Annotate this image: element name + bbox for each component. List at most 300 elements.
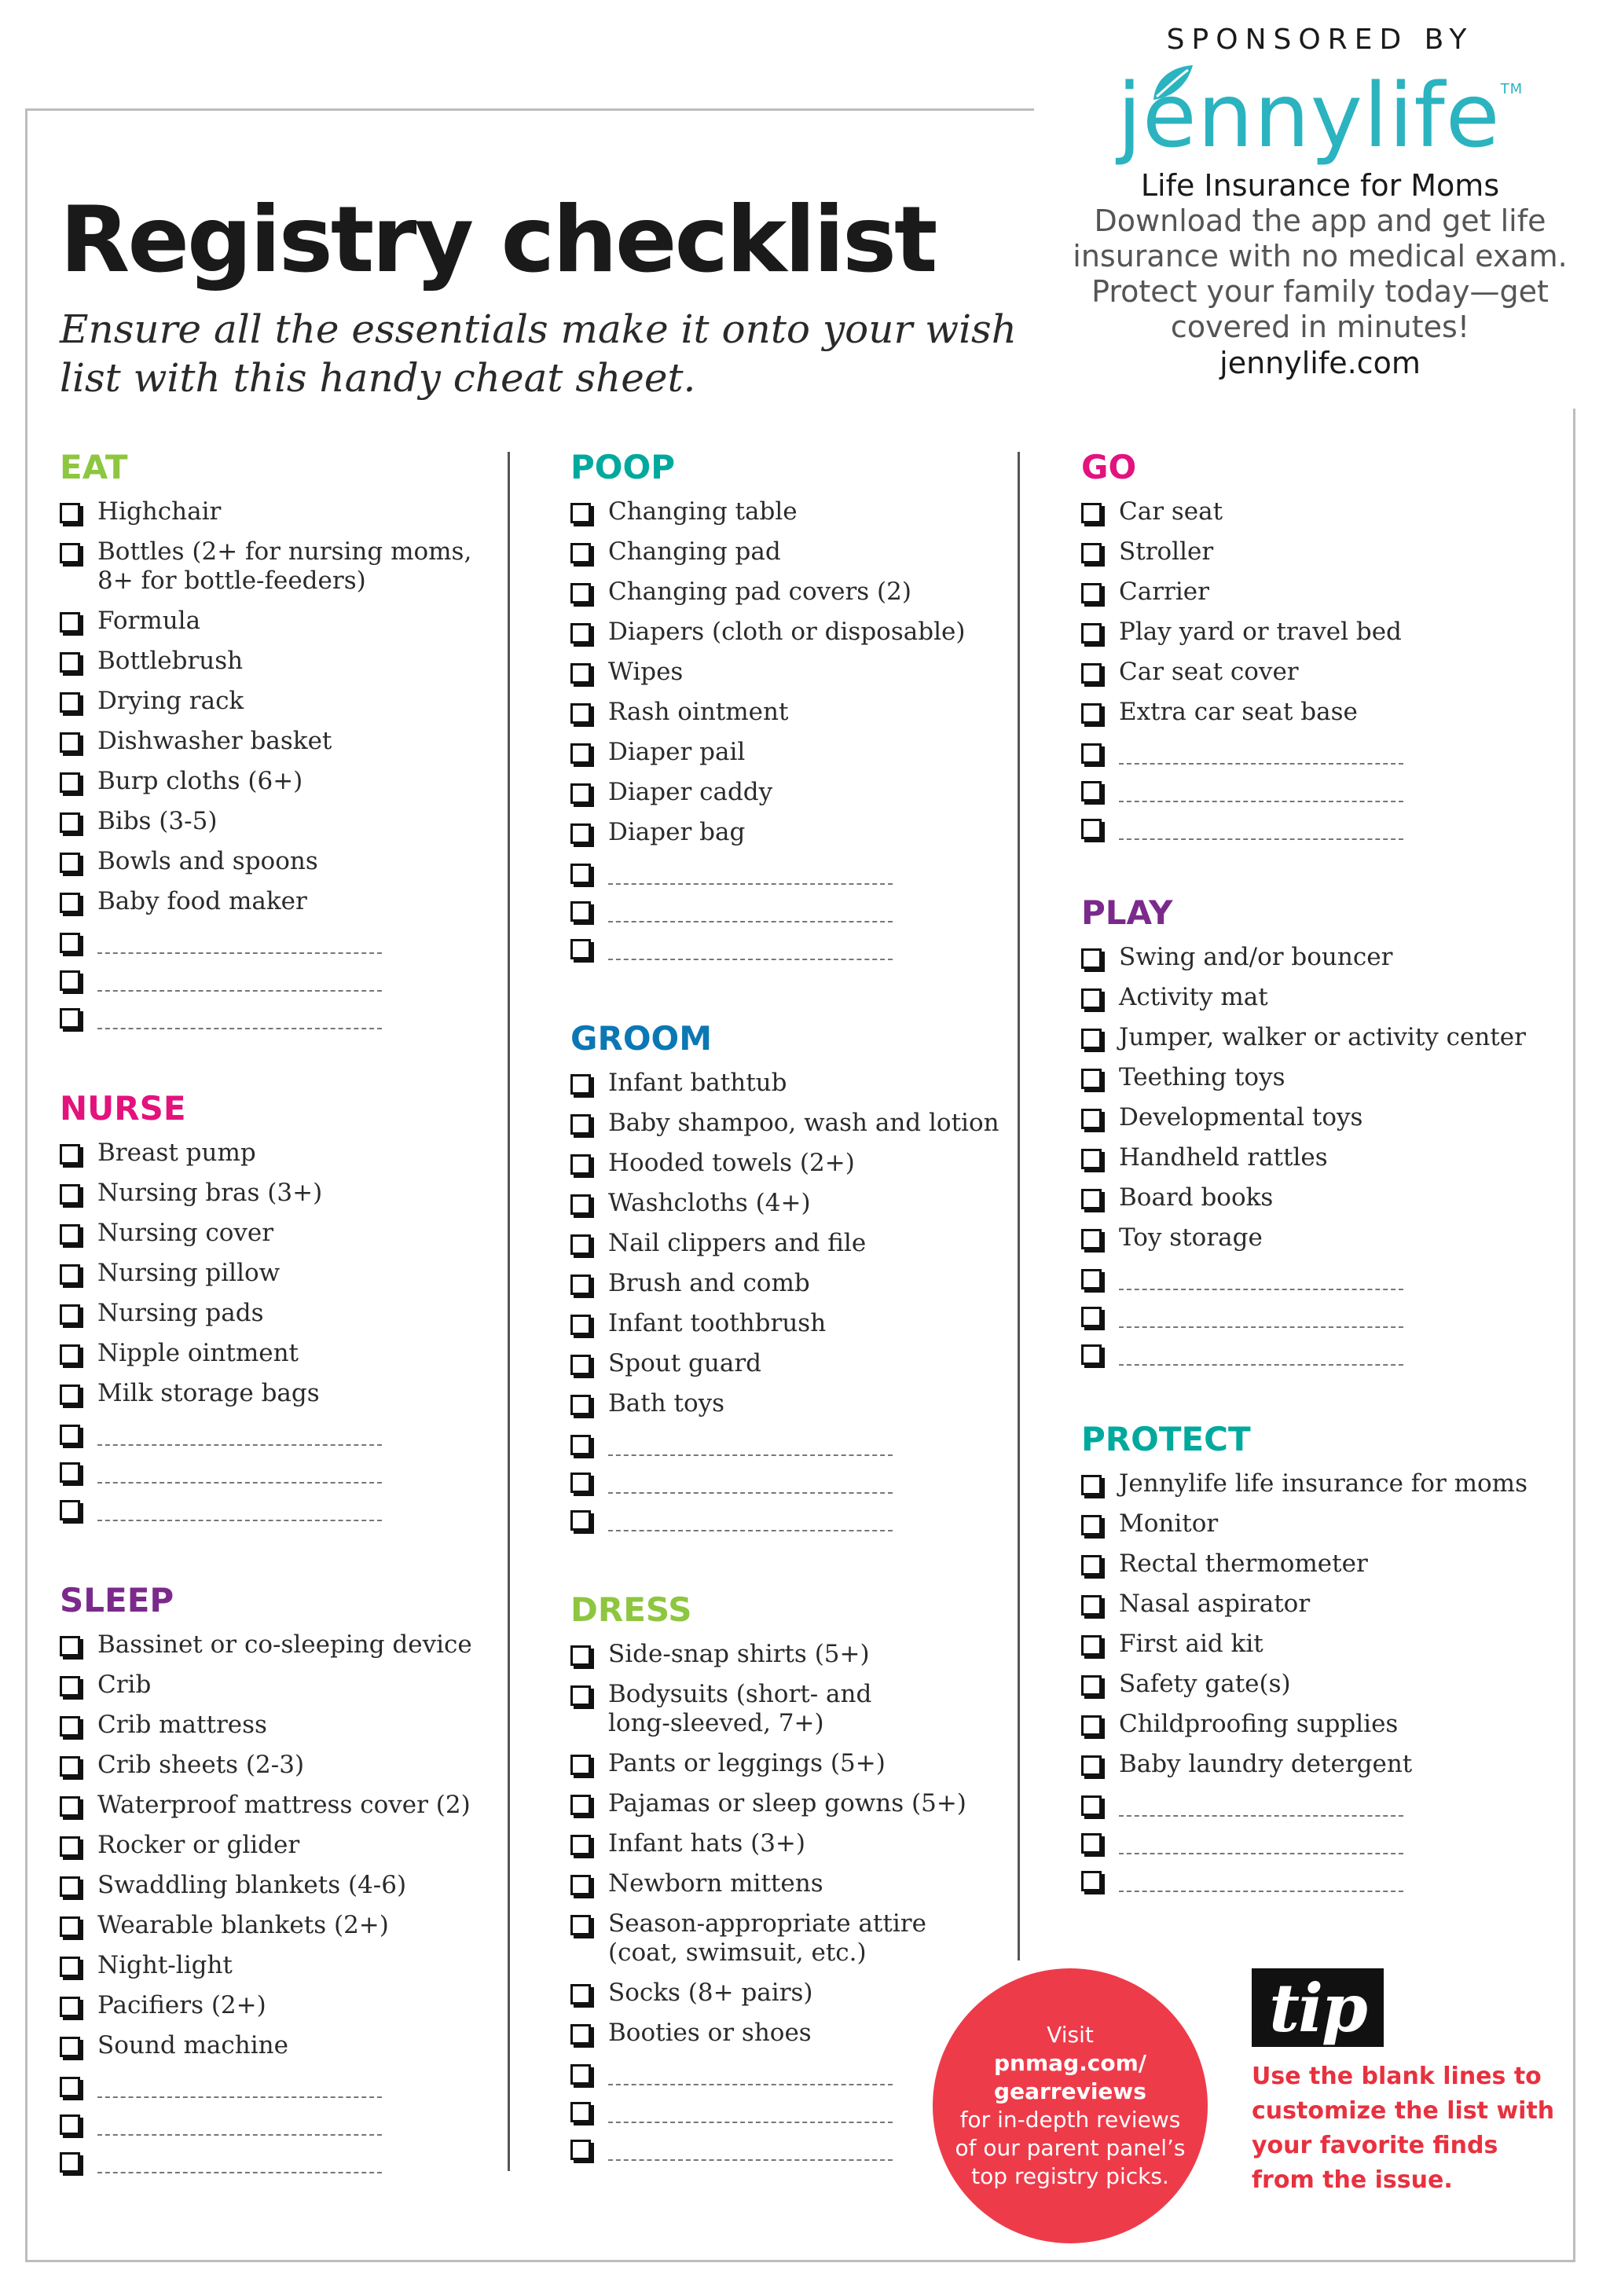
checklist-item-label: Board books <box>1119 1183 1274 1212</box>
checklist-item <box>1081 1704 1527 1744</box>
checklist-item <box>60 601 471 641</box>
checkbox[interactable] <box>60 543 80 563</box>
checkbox[interactable] <box>1081 1715 1102 1736</box>
checklist-item-label: Diaper pail <box>608 738 746 766</box>
blank-write-in-line[interactable] <box>97 1006 382 1029</box>
sponsor-promo: Download the app and get life insurance with no medical exam. Protect your family today—get covered in minutes! <box>1073 204 1568 344</box>
checklist-item-label: Formula <box>97 607 201 635</box>
checkbox[interactable] <box>1081 743 1102 764</box>
checklist-item <box>570 1674 966 1744</box>
checklist-item-label: Wipes <box>608 658 684 686</box>
checkbox[interactable] <box>1081 1109 1102 1129</box>
checkbox[interactable] <box>60 1957 80 1977</box>
checklist-item <box>570 652 965 692</box>
checklist-item-label: Baby shampoo, wash and lotion <box>608 1109 999 1137</box>
blank-checklist-item <box>60 2141 472 2179</box>
checklist-item-label: Brush and comb <box>608 1269 810 1297</box>
checklist-item-label: Car seat <box>1119 497 1223 526</box>
checkbox[interactable] <box>60 772 80 793</box>
checkbox[interactable] <box>60 692 80 713</box>
checklist-item <box>60 1173 382 1213</box>
checkbox[interactable] <box>570 1795 591 1815</box>
checklist-item <box>570 1384 999 1424</box>
checkbox[interactable] <box>60 612 80 633</box>
blank-write-in-line[interactable] <box>608 2100 893 2123</box>
checklist-item-label: Milk storage bags <box>97 1379 320 1407</box>
checkbox[interactable] <box>1081 543 1102 563</box>
checklist-item <box>1081 612 1403 652</box>
checklist-item-label: Hooded towels (2+) <box>608 1149 855 1177</box>
checkbox[interactable] <box>570 939 591 959</box>
blank-write-in-line[interactable] <box>97 930 382 954</box>
checkbox[interactable] <box>570 1645 591 1666</box>
checkbox[interactable] <box>570 1114 591 1135</box>
checkbox[interactable] <box>60 1304 80 1325</box>
checkbox[interactable] <box>570 1355 591 1375</box>
blank-write-in-line[interactable] <box>1119 1267 1403 1290</box>
checklist-item <box>60 1293 382 1333</box>
blank-write-in-line[interactable] <box>608 861 893 885</box>
checklist-item <box>60 1785 472 1825</box>
checkbox[interactable] <box>60 1796 80 1817</box>
blank-write-in-line[interactable] <box>1119 1831 1403 1854</box>
checklist-item <box>570 1784 966 1824</box>
checklist-item <box>1081 1464 1527 1504</box>
checklist-item <box>60 1865 472 1905</box>
checklist-item-label: Crib sheets (2-3) <box>97 1751 305 1779</box>
checklist-item-label: Bottles (2+ for nursing moms, 8+ for bottle-feeders) <box>97 537 472 595</box>
checklist-item <box>570 732 965 772</box>
blank-checklist-item <box>570 2053 966 2091</box>
checkbox[interactable] <box>570 823 591 844</box>
checkbox[interactable] <box>1081 1635 1102 1656</box>
checklist-item <box>60 2026 472 2066</box>
checklist-item-label: Teething toys <box>1119 1063 1285 1091</box>
checkbox[interactable] <box>1081 781 1102 801</box>
column-divider <box>1018 452 1020 1960</box>
checklist-item <box>570 1864 966 1904</box>
checkbox[interactable] <box>60 812 80 833</box>
checkbox[interactable] <box>570 543 591 563</box>
checklist-item-label: Developmental toys <box>1119 1103 1363 1131</box>
blank-write-in-line[interactable] <box>608 1432 893 1456</box>
checklist-item-label: Safety gate(s) <box>1119 1670 1291 1698</box>
checkbox[interactable] <box>60 853 80 873</box>
checkbox[interactable] <box>60 2114 80 2135</box>
checkbox[interactable] <box>60 652 80 673</box>
checkbox[interactable] <box>60 2152 80 2173</box>
checkbox[interactable] <box>60 1344 80 1365</box>
checklist-item <box>60 681 471 721</box>
checkbox[interactable] <box>60 1916 80 1937</box>
blank-write-in-line[interactable] <box>97 1422 382 1446</box>
blank-checklist-item <box>60 959 471 997</box>
checklist-item <box>60 532 471 601</box>
checklist-item <box>60 1825 472 1865</box>
checklist-item <box>1081 652 1403 692</box>
section-groom <box>570 1019 999 1537</box>
blank-checklist-item <box>60 997 471 1035</box>
page-subtitle: Ensure all the essentials make it onto your wish list with this handy cheat sheet. <box>60 306 1017 401</box>
checklist-item-label: Bowls and spoons <box>97 847 318 875</box>
checkbox[interactable] <box>1081 703 1102 724</box>
checkbox[interactable] <box>1081 503 1102 523</box>
checklist-item-label: Monitor <box>1119 1509 1219 1538</box>
checkbox[interactable] <box>1081 1755 1102 1776</box>
blank-write-in-line[interactable] <box>1119 779 1403 802</box>
checkbox[interactable] <box>1081 1269 1102 1289</box>
section-dress <box>570 1590 966 2166</box>
checklist-item-label: Bibs (3-5) <box>97 807 218 835</box>
blank-checklist-item <box>1081 1860 1527 1898</box>
checklist-item-label: Rectal thermometer <box>1119 1550 1368 1578</box>
checklist-item <box>570 492 965 532</box>
checkbox[interactable] <box>570 864 591 884</box>
checklist-item <box>1081 1098 1526 1138</box>
checklist-item <box>1081 692 1403 732</box>
checkbox[interactable] <box>60 1876 80 1897</box>
checklist-item <box>60 1133 382 1173</box>
section-title: SLEEP <box>60 1581 174 1619</box>
checklist-item-label: Swaddling blankets (4-6) <box>97 1871 407 1899</box>
checkbox[interactable] <box>1081 1675 1102 1696</box>
checklist-item-label: Nursing cover <box>97 1219 274 1247</box>
checklist-item <box>60 1745 472 1785</box>
brand-logo <box>1069 59 1571 167</box>
checklist-item-label: Extra car seat base <box>1119 698 1358 726</box>
blank-write-in-line[interactable] <box>97 968 382 992</box>
checklist-item <box>570 692 965 732</box>
blank-write-in-line[interactable] <box>97 2074 382 2098</box>
section-protect <box>1081 1420 1527 1898</box>
checkbox[interactable] <box>1081 1833 1102 1854</box>
checkbox[interactable] <box>570 583 591 603</box>
blank-checklist-item <box>1081 1333 1526 1371</box>
checkbox[interactable] <box>1081 948 1102 969</box>
blank-checklist-item <box>570 2129 966 2166</box>
checklist-item-label: Breast pump <box>97 1139 256 1167</box>
checklist-item-label: Nail clippers and file <box>608 1229 867 1257</box>
checklist-item-label: Season-appropriate attire (coat, swimsuit, etc.) <box>608 1909 926 1967</box>
checklist-item <box>60 1253 382 1293</box>
checkbox[interactable] <box>60 970 80 991</box>
checklist-item-label: Newborn mittens <box>608 1869 823 1898</box>
checklist-item <box>1081 937 1526 977</box>
blank-checklist-item <box>1081 770 1403 808</box>
checkbox[interactable] <box>60 1224 80 1245</box>
blank-checklist-item <box>570 1499 999 1537</box>
checklist-item-label: Infant toothbrush <box>608 1309 827 1337</box>
checkbox[interactable] <box>570 1234 591 1255</box>
blank-checklist-item <box>570 1424 999 1462</box>
checkbox[interactable] <box>60 1008 80 1029</box>
section-title: DRESS <box>570 1590 692 1629</box>
checklist-item <box>60 1213 382 1253</box>
checkbox[interactable] <box>570 2024 591 2045</box>
checklist-item <box>60 882 471 922</box>
blank-write-in-line[interactable] <box>1119 1342 1403 1366</box>
frame-left-border <box>25 108 28 2261</box>
checklist-item-label: Pants or leggings (5+) <box>608 1749 886 1777</box>
blank-checklist-item <box>1081 808 1403 845</box>
checklist-item-label: Swing and/or bouncer <box>1119 943 1393 971</box>
checklist <box>60 1133 382 1527</box>
checkbox[interactable] <box>60 933 80 953</box>
checkbox[interactable] <box>570 663 591 684</box>
checkbox[interactable] <box>570 2140 591 2160</box>
checklist-item <box>570 572 965 612</box>
blank-write-in-line[interactable] <box>97 2150 382 2173</box>
checkbox[interactable] <box>570 1685 591 1706</box>
blank-checklist-item <box>1081 732 1403 770</box>
checkbox[interactable] <box>1081 1795 1102 1816</box>
checkbox[interactable] <box>1081 1189 1102 1209</box>
checkbox[interactable] <box>60 1636 80 1656</box>
blank-write-in-line[interactable] <box>1119 1304 1403 1328</box>
checkbox[interactable] <box>570 703 591 724</box>
blank-write-in-line[interactable] <box>608 2137 893 2161</box>
blank-write-in-line[interactable] <box>97 2112 382 2136</box>
checklist-item <box>1081 572 1403 612</box>
checklist-item <box>570 612 965 652</box>
checklist-item-label: Stroller <box>1119 537 1214 566</box>
checklist-item <box>570 1143 999 1183</box>
checklist-item <box>60 801 471 842</box>
checkbox[interactable] <box>60 1997 80 2017</box>
checkbox[interactable] <box>1081 1344 1102 1365</box>
checklist-item <box>1081 1624 1527 1664</box>
blank-checklist-item <box>60 1451 382 1489</box>
checklist-item <box>570 1304 999 1344</box>
checkbox[interactable] <box>60 1144 80 1165</box>
checkbox[interactable] <box>570 1194 591 1215</box>
blank-checklist-item <box>570 2091 966 2129</box>
checklist-item <box>1081 1058 1526 1098</box>
checkbox[interactable] <box>1081 663 1102 684</box>
checkbox[interactable] <box>570 1435 591 1455</box>
checklist-item <box>570 2013 966 2053</box>
section-play <box>1081 893 1526 1371</box>
checklist <box>1081 937 1526 1371</box>
blank-write-in-line[interactable] <box>1119 741 1403 765</box>
checkbox[interactable] <box>60 1836 80 1857</box>
checklist-item-label: Rocker or glider <box>97 1831 300 1859</box>
checklist-item-label: Bath toys <box>608 1389 725 1418</box>
checklist-item-label: Diapers (cloth or disposable) <box>608 618 966 646</box>
checklist <box>1081 1464 1527 1898</box>
checklist-item-label: Burp cloths (6+) <box>97 767 303 795</box>
blank-write-in-line[interactable] <box>608 1470 893 1494</box>
checkbox[interactable] <box>1081 988 1102 1009</box>
checkbox[interactable] <box>570 1395 591 1415</box>
checklist-item <box>570 1103 999 1143</box>
checklist-item-label: Nursing bras (3+) <box>97 1179 323 1207</box>
checkbox[interactable] <box>570 1875 591 1895</box>
checklist-item-label: Wearable blankets (2+) <box>97 1911 389 1939</box>
tip-text: Use the blank lines to customize the list with your favorite finds from the issue. <box>1252 2063 1555 2194</box>
checklist-item-label: Changing pad covers (2) <box>608 578 911 606</box>
section-nurse <box>60 1089 382 1527</box>
checkbox[interactable] <box>60 1264 80 1285</box>
visit-label: Visit <box>1047 2022 1094 2048</box>
checkbox[interactable] <box>60 732 80 753</box>
checkbox[interactable] <box>1081 583 1102 603</box>
checklist-item-label: Socks (8+ pairs) <box>608 1979 813 2007</box>
page-title: Registry checklist <box>60 187 936 293</box>
checkbox[interactable] <box>1081 1595 1102 1616</box>
checkbox[interactable] <box>570 1510 591 1531</box>
checkbox[interactable] <box>570 1074 591 1095</box>
checkbox[interactable] <box>1081 1229 1102 1249</box>
checkbox[interactable] <box>1081 1307 1102 1327</box>
checklist-item <box>570 1183 999 1223</box>
sponsor-block <box>1069 24 1571 381</box>
trademark-mark: TM <box>1500 81 1524 97</box>
checklist-item-label: Crib <box>97 1671 152 1699</box>
blank-checklist-item <box>570 853 965 890</box>
checklist-item <box>60 492 471 532</box>
blank-write-in-line[interactable] <box>1119 1793 1403 1817</box>
checklist-item-label: Sound machine <box>97 2031 288 2059</box>
checklist-item <box>570 1824 966 1864</box>
visit-badge <box>933 1968 1208 2243</box>
checklist-item-label: Changing pad <box>608 537 781 566</box>
section-title: EAT <box>60 448 128 486</box>
checkbox[interactable] <box>570 783 591 804</box>
checklist-item <box>1081 1744 1527 1784</box>
blank-checklist-item <box>1081 1784 1527 1822</box>
checkbox[interactable] <box>570 743 591 764</box>
checklist-item-label: Nursing pads <box>97 1299 264 1327</box>
checklist-item <box>60 1946 472 1986</box>
checkbox[interactable] <box>570 1915 591 1935</box>
checklist-item-label: Infant bathtub <box>608 1069 787 1097</box>
checkbox[interactable] <box>60 1385 80 1405</box>
checklist-item-label: Nasal aspirator <box>1119 1590 1311 1618</box>
checklist-item <box>60 1986 472 2026</box>
blank-write-in-line[interactable] <box>608 2062 893 2085</box>
sponsor-website-link[interactable]: jennylife.com <box>1219 346 1421 380</box>
blank-write-in-line[interactable] <box>97 1498 382 1521</box>
blank-write-in-line[interactable] <box>1119 816 1403 840</box>
checkbox[interactable] <box>60 1184 80 1205</box>
section-poop <box>570 448 965 966</box>
checkbox[interactable] <box>570 1154 591 1175</box>
checkbox[interactable] <box>60 1716 80 1737</box>
checklist-item-label: Play yard or travel bed <box>1119 618 1402 646</box>
checklist-item-label: Baby laundry detergent <box>1119 1750 1413 1778</box>
visit-description: for in-depth reviews of our parent panel’s top registry picks. <box>955 2107 1186 2189</box>
checklist-item-label: Waterproof mattress cover (2) <box>97 1791 471 1819</box>
checkbox[interactable] <box>570 623 591 644</box>
checklist-item-label: Rash ointment <box>608 698 789 726</box>
checkbox[interactable] <box>1081 1069 1102 1089</box>
checklist-item-label: Nursing pillow <box>97 1259 281 1287</box>
checklist-item <box>570 1634 966 1674</box>
checklist-item-label: Pacifiers (2+) <box>97 1991 266 2019</box>
section-title: GO <box>1081 448 1137 486</box>
checklist-item-label: Car seat cover <box>1119 658 1299 686</box>
blank-write-in-line[interactable] <box>608 1508 893 1531</box>
checkbox[interactable] <box>1081 623 1102 644</box>
section-title: PROTECT <box>1081 1420 1251 1458</box>
checklist-item-label: Booties or shoes <box>608 2019 812 2047</box>
blank-checklist-item <box>570 1462 999 1499</box>
checklist-item <box>570 1744 966 1784</box>
checklist-item <box>60 842 471 882</box>
checklist-item <box>60 641 471 681</box>
checkbox[interactable] <box>570 901 591 922</box>
blank-checklist-item <box>1081 1258 1526 1296</box>
checkbox[interactable] <box>570 1835 591 1855</box>
checkbox[interactable] <box>1081 1475 1102 1495</box>
visit-url-link[interactable]: pnmag.com/ gearreviews <box>994 2050 1146 2104</box>
checkbox[interactable] <box>60 893 80 913</box>
blank-checklist-item <box>60 1489 382 1527</box>
checklist-item <box>60 1333 382 1374</box>
checklist-item-label: Diaper caddy <box>608 778 773 806</box>
checkbox[interactable] <box>60 1756 80 1777</box>
checklist-item-label: Bodysuits (short- and long-sleeved, 7+) <box>608 1680 872 1737</box>
checkbox[interactable] <box>570 1315 591 1335</box>
checkbox[interactable] <box>1081 1871 1102 1891</box>
checkbox[interactable] <box>570 1755 591 1775</box>
checkbox[interactable] <box>570 1275 591 1295</box>
blank-write-in-line[interactable] <box>608 937 893 960</box>
blank-write-in-line[interactable] <box>1119 1869 1403 1892</box>
checkbox[interactable] <box>1081 819 1102 839</box>
checkbox[interactable] <box>570 2064 591 2085</box>
checklist-item <box>60 1905 472 1946</box>
checkbox[interactable] <box>1081 1029 1102 1049</box>
checklist-item-label: Crib mattress <box>97 1711 267 1739</box>
blank-checklist-item <box>570 890 965 928</box>
checkbox[interactable] <box>60 2077 80 2097</box>
checklist-item-label: Activity mat <box>1119 983 1268 1011</box>
checkbox[interactable] <box>570 1473 591 1493</box>
checkbox[interactable] <box>60 2037 80 2057</box>
checkbox[interactable] <box>570 2102 591 2122</box>
blank-write-in-line[interactable] <box>608 899 893 922</box>
checklist-item-label: Washcloths (4+) <box>608 1189 811 1217</box>
blank-checklist-item <box>60 922 471 959</box>
checkbox[interactable] <box>570 1984 591 2004</box>
checkbox[interactable] <box>60 1500 80 1520</box>
checkbox[interactable] <box>1081 1555 1102 1575</box>
checkbox[interactable] <box>60 503 80 523</box>
blank-checklist-item <box>60 2066 472 2103</box>
checklist-item <box>1081 1584 1527 1624</box>
section-eat <box>60 448 471 1035</box>
checkbox[interactable] <box>60 1425 80 1445</box>
checkbox[interactable] <box>1081 1515 1102 1535</box>
checkbox[interactable] <box>60 1462 80 1483</box>
checklist-item-label: Jumper, walker or activity center <box>1119 1023 1526 1051</box>
blank-write-in-line[interactable] <box>97 1460 382 1484</box>
checklist-item <box>570 1223 999 1264</box>
checklist-item <box>570 1904 966 1973</box>
sponsor-tagline: Life Insurance for Moms <box>1140 168 1500 203</box>
checklist-item-label: Pajamas or sleep gowns (5+) <box>608 1789 966 1817</box>
checkbox[interactable] <box>1081 1149 1102 1169</box>
checklist-item <box>570 1063 999 1103</box>
checklist-item <box>570 1344 999 1384</box>
checkbox[interactable] <box>570 503 591 523</box>
checklist-item-label: First aid kit <box>1119 1630 1263 1658</box>
checklist <box>570 492 965 966</box>
frame-bottom-border <box>25 2260 1575 2262</box>
checkbox[interactable] <box>60 1676 80 1696</box>
